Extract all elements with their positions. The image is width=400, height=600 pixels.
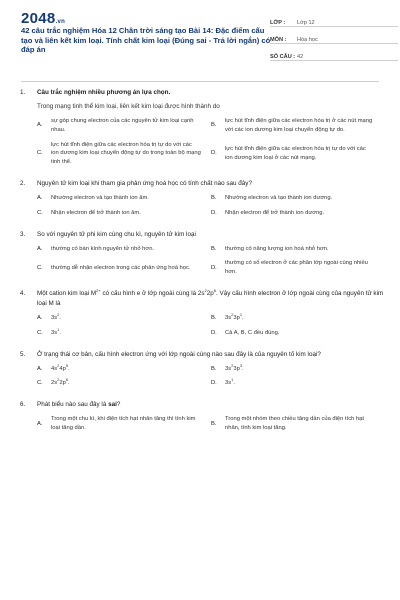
header-divider [21, 81, 379, 82]
meta-question-count: SỐ CÂU : 42 [270, 47, 398, 61]
section-title: Câu trắc nghiệm nhiều phương án lựa chọn. [37, 89, 171, 96]
question-stem: Trong mạng tinh thể kim loại, liên kết kim loại được hình thành do [37, 103, 220, 110]
option-a[interactable]: A. thường có bán kính nguyên tử nhỏ hơn. [37, 245, 155, 252]
option-a[interactable]: A. $4s^24p^5$. [37, 362, 70, 372]
option-b[interactable]: B. $3s^23p^1$. [211, 312, 244, 321]
question-text: So với nguyên tử phi kim cùng chu kì, nguyên tử kim loại [37, 230, 196, 238]
option-c[interactable]: C. lực hút tĩnh điện giữa các electron hóa trị tự do với các ion dương kim loại chuyển động tự do trong toàn bộ mạng tinh thể. [37, 141, 201, 166]
option-grid [15, 415, 385, 433]
question-1: 1. Câu trắc nghiệm nhiều phương án lựa chọn. Trong mạng tinh thể kim loại, liên kết kim loại được hình thành do A. sự góp chung electron của các nguyên tử kim loại cạnh nhau. B. lực hút tĩnh điện giữa các electron hóa trị ở các nút mạng với các ion dương kim loại chuyển động tự do. C. lực hút tĩnh điện giữa các electron hóa trị tự do với các ion dương kim loại chuyển động tự do trong toàn bộ mạng tinh thể. D. lực hút tĩnh điện giữa các electron hóa trị tự do với các ion dương kim loại ở các nút mạng. [15, 88, 385, 167]
option-grid [15, 314, 385, 338]
option-c[interactable]: C. $2s^22p^6$. [37, 377, 70, 387]
meta-subject: MÔN : Hóa học [270, 30, 398, 44]
option-b[interactable]: B. Nhường electron và tạo thành ion dương. [211, 194, 333, 201]
option-a[interactable]: A. Nhường electron và tạo thành ion âm. [37, 194, 149, 201]
option-grid [15, 362, 385, 389]
question-text: Phát biểu nào sau đây là sai? [37, 401, 121, 409]
option-b[interactable]: B. Trong một nhóm theo chiều tăng dần của điện tích hạt nhân, tính kim loại tăng. [211, 416, 365, 431]
question-4: 4. Một cation kim loại $M^{2+}$ có cấu hình e ở lớp ngoài cùng là $2s^22p^6$. Vậy cấu hình electron ở lớp ngoài cùng của nguyên tử kim loại M là A. $3s^2$. B. $3s^23p^1$. C. $3s^1$. D. Cả A, B, C đều đúng. [15, 289, 385, 338]
option-a[interactable]: A. Trong một chu kì, khi điện tích hạt nhân tăng thì tính kim loại tăng dần. [37, 416, 196, 431]
question-list [15, 88, 385, 445]
option-grid [15, 245, 385, 277]
question-2: 2. Nguyên tử kim loại khi tham gia phản ứng hoá học có tính chất nào sau đây? A. Nhường electron và tạo thành ion âm. B. Nhường electron và tạo thành ion dương. C. Nhận electron để trở thành ion âm. D. Nhận electron để trở thành ion dương. [15, 179, 385, 218]
option-b[interactable]: B. lực hút tĩnh điện giữa các electron hóa trị ở các nút mạng với các ion dương kim loại chuyển động tự do. [211, 118, 373, 133]
option-b[interactable]: B. $3s^23p^3$. [211, 362, 244, 372]
option-d[interactable]: D. Cả A, B, C đều đúng. [211, 329, 280, 336]
logo-suffix: .vn [55, 19, 66, 25]
site-logo[interactable]: 2048.vn [21, 10, 66, 27]
option-d[interactable]: D. Nhận electron để trở thành ion dương. [211, 209, 325, 216]
document-meta [270, 13, 398, 64]
option-d[interactable]: D. lực hút tĩnh điện giữa các electron hóa trị tự do với các ion dương kim loại ở các nút mạng. [211, 145, 366, 161]
question-text: Một cation kim loại $M^{2+}$ có cấu hình e ở lớp ngoài cùng là $2s^22p^6$. Vậy cấu hình electron ở lớp ngoài cùng của nguyên tử kim loại M là [37, 287, 384, 307]
option-c[interactable]: C. thường dễ nhận electron trong các phản ứng hoá học. [37, 264, 191, 271]
option-b[interactable]: B. thường có năng lượng ion hoá nhỏ hơn. [211, 245, 329, 252]
question-3: 3. So với nguyên tử phi kim cùng chu kì, nguyên tử kim loại A. thường có bán kính nguyên tử nhỏ hơn. B. thường có năng lượng ion hoá nhỏ hơn. C. thường dễ nhận electron trong các phản ứng hoá học. D. thường có số electron ở các phân lớp ngoài cùng nhiều hơn. [15, 230, 385, 277]
option-a[interactable]: A. $3s^2$. [37, 312, 61, 321]
page-header [15, 0, 385, 82]
option-grid [15, 117, 385, 167]
option-c[interactable]: C. Nhận electron để trở thành ion âm. [37, 209, 141, 216]
option-c[interactable]: C. $3s^1$. [37, 326, 61, 336]
question-6: 6. Phát biểu nào sau đây là sai? A. Trong một chu kì, khi điện tích hạt nhân tăng thì tính kim loại tăng dần. B. Trong một nhóm theo chiều tăng dần của điện tích hạt nhân, tính kim loại tăng. [15, 400, 385, 433]
option-d[interactable]: D. thường có số electron ở các phân lớp ngoài cùng nhiều hơn. [211, 260, 368, 276]
option-d[interactable]: D. $3s^1$. [211, 377, 235, 387]
question-text: Ở trạng thái cơ bản, cấu hình electron ứng với lớp ngoài cùng nào sau đây là của nguyên tố kim loại? [37, 350, 321, 358]
meta-class: LỚP : Lớp 12 [270, 13, 398, 27]
option-a[interactable]: A. sự góp chung electron của các nguyên tử kim loại cạnh nhau. [37, 118, 194, 133]
question-5: 5. Ở trạng thái cơ bản, cấu hình electron ứng với lớp ngoài cùng nào sau đây là của nguyên tố kim loại? A. $4s^24p^5$. B. $3s^23p^3$. C. $2s^22p^6$. D. $3s^1$. [15, 350, 385, 389]
question-text: Nguyên tử kim loại khi tham gia phản ứng hoá học có tính chất nào sau đây? [37, 179, 252, 187]
option-grid [15, 194, 385, 218]
document-title: 42 câu trắc nghiệm Hóa 12 Chân trời sáng tạo Bài 14: Đặc điểm cấu tạo và liên kết kim loại. Tính chất kim loại (Đúng sai - Trả lời ngắn) có đáp án [21, 26, 271, 55]
